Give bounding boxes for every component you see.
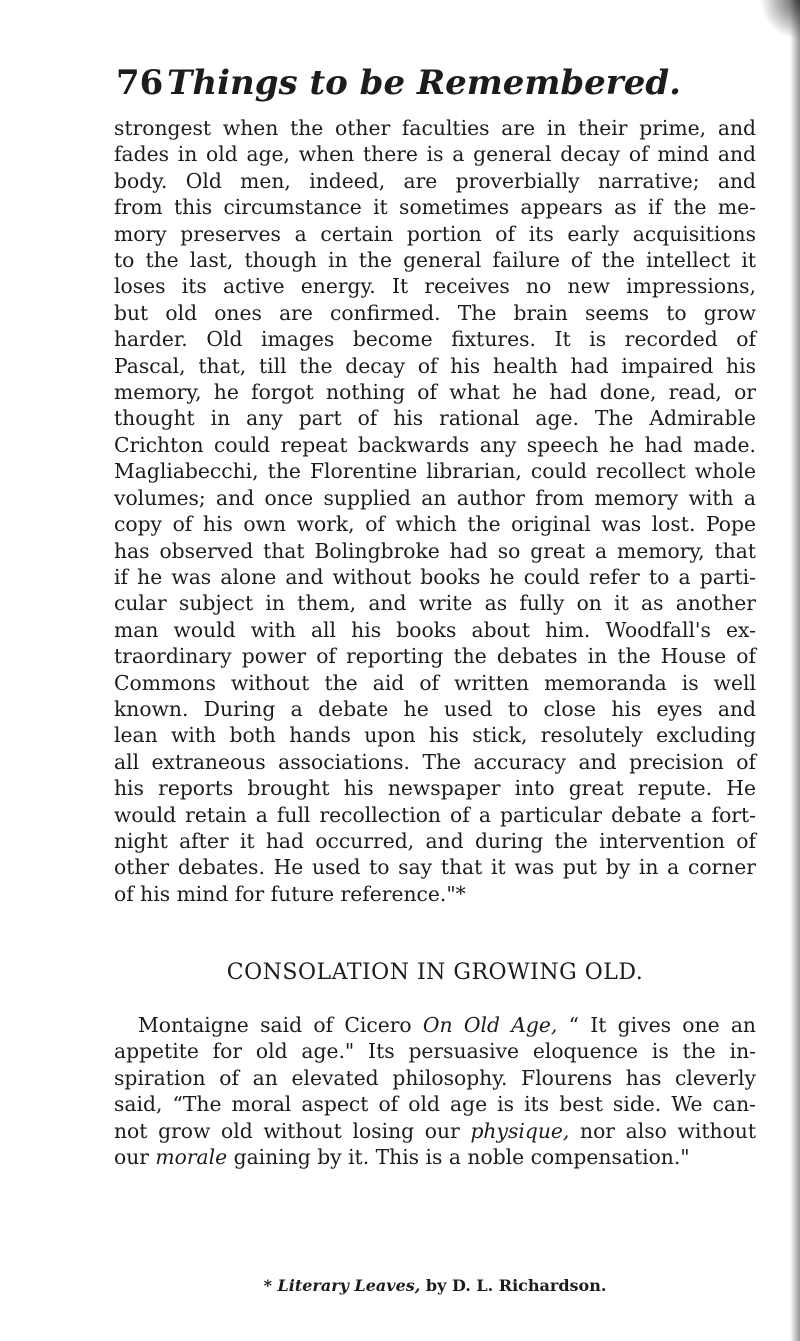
- text-line: from this circumstance it sometimes appears as if the me-: [114, 195, 756, 220]
- text-line: Commons without the aid of written memoranda is well: [114, 670, 756, 695]
- text-line: Crichton could repeat backwards any speech he had made.: [114, 432, 756, 457]
- text-segment: not grow old without losing our: [114, 1118, 471, 1143]
- text-line: to the last, though in the general failure of the intellect it: [114, 248, 756, 273]
- footnote: [114, 1275, 756, 1297]
- text-line: mory preserves a certain portion of its early acquisitions: [114, 221, 756, 246]
- text-line: [114, 1144, 756, 1170]
- text-line: lean with both hands upon his stick, resolutely excluding: [114, 723, 756, 748]
- running-title: Things to be Remembered.: [167, 63, 681, 103]
- text-line: traordinary power of reporting the debates in the House of: [114, 644, 756, 669]
- text-line: would retain a full recollection of a particular debate a fort-: [114, 802, 756, 827]
- text-line: cular subject in them, and write as fully on it as another: [114, 591, 756, 616]
- text-line: has observed that Bolingbroke had so great a memory, that: [114, 538, 756, 563]
- scan-edge-shadow: [790, 0, 800, 1341]
- text-line: body. Old men, indeed, are proverbially narrative; and: [114, 168, 756, 193]
- text-line: strongest when the other faculties are in their prime, and: [114, 116, 756, 140]
- text-line: copy of his own work, of which the original was lost. Pope: [114, 512, 756, 537]
- paragraph-consolation: [114, 1012, 756, 1170]
- footnote-marker: *: [263, 1276, 278, 1295]
- text-line: of his mind for future reference."*: [114, 881, 466, 906]
- text-line: memory, he forgot nothing of what he had done, read, or: [114, 380, 756, 405]
- paragraph-memory: [114, 115, 756, 907]
- text-line: loses its active energy. It receives no new impressions,: [114, 274, 756, 299]
- text-line: [114, 1118, 756, 1144]
- text-line: Magliabecchi, the Florentine librarian, could recollect whole: [114, 459, 756, 484]
- italic-word: physique,: [470, 1118, 570, 1143]
- text-line: fades in old age, when there is a general decay of mind and: [114, 142, 756, 167]
- footnote-source-title: Literary Leaves,: [277, 1276, 421, 1295]
- text-line: thought in any part of his rational age. The Admirable: [114, 406, 756, 431]
- text-segment: our: [114, 1145, 156, 1170]
- text-segment: Montaigne said of Cicero: [138, 1013, 423, 1037]
- text-line: appetite for old age." Its persuasive eloquence is the in-: [114, 1039, 756, 1064]
- text-line: all extraneous associations. The accuracy and precision of: [114, 749, 756, 774]
- text-line: [114, 1012, 756, 1038]
- text-line: if he was alone and without books he could refer to a parti-: [114, 564, 756, 589]
- text-line: but old ones are confirmed. The brain seems to grow: [114, 300, 756, 325]
- scan-corner-shadow: [760, 0, 800, 40]
- text-segment: nor also without: [569, 1118, 756, 1143]
- text-line: other debates. He used to say that it was put by in a corner: [114, 855, 756, 880]
- text-line: volumes; and once supplied an author from memory with a: [114, 485, 756, 510]
- section-heading: CONSOLATION IN GROWING OLD.: [226, 960, 644, 985]
- text-line: man would with all his books about him. Woodfall's ex-: [114, 617, 756, 642]
- text-line: said, “The moral aspect of old age is its best side. We can-: [114, 1092, 756, 1117]
- page-number: 76: [116, 63, 164, 103]
- text-line: night after it had occurred, and during the intervention of: [114, 828, 756, 853]
- text-segment: gaining by it. This is a noble compensation.": [227, 1145, 690, 1170]
- text-line: his reports brought his newspaper into great repute. He: [114, 776, 756, 801]
- text-line: spiration of an elevated philosophy. Flourens has cleverly: [114, 1065, 756, 1090]
- italic-word: morale: [155, 1145, 228, 1170]
- footnote-author: by D. L. Richardson.: [420, 1276, 607, 1295]
- text-line: harder. Old images become fixtures. It is recorded of: [114, 327, 756, 352]
- book-title: On Old Age,: [422, 1013, 558, 1037]
- text-line: known. During a debate he used to close his eyes and: [114, 696, 756, 721]
- page-header: [116, 60, 752, 106]
- text-line: Pascal, that, till the decay of his health had impaired his: [114, 353, 756, 378]
- text-segment: “ It gives one an: [557, 1013, 756, 1037]
